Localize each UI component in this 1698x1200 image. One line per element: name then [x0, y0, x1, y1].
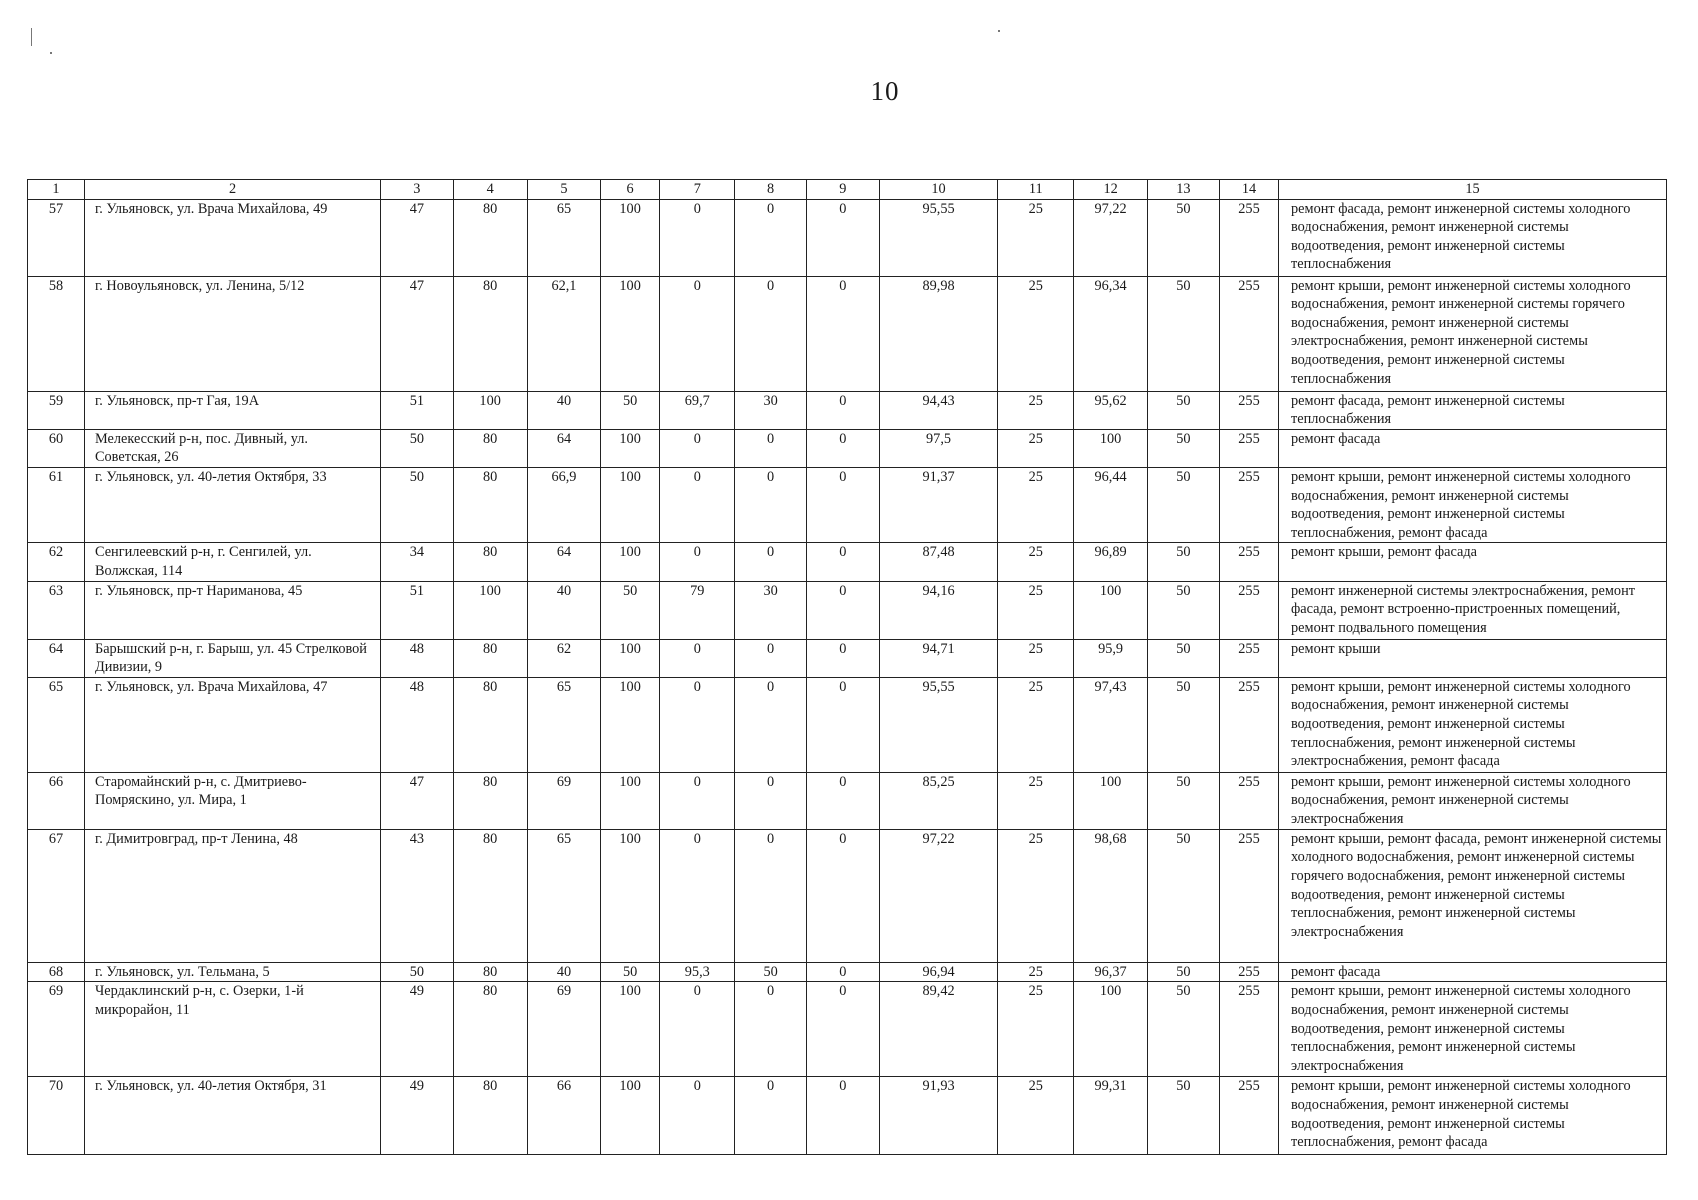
value-cell-3: 43: [381, 829, 453, 962]
value-cell-13: 50: [1147, 391, 1219, 429]
value-cell-3: 50: [381, 962, 453, 982]
value-cell-14: 255: [1220, 276, 1279, 391]
value-cell-3: 49: [381, 982, 453, 1077]
works-cell: ремонт фасада, ремонт инженерной системы холодного водоснабжения, ремонт инженерной системы водоотведения, ремонт инженерной системы теплоснабжения: [1279, 199, 1667, 276]
table-row: [28, 982, 1667, 1077]
value-cell-7: 69,7: [660, 391, 735, 429]
value-cell-13: 50: [1147, 199, 1219, 276]
value-cell-7: 0: [660, 829, 735, 962]
table-row: [28, 429, 1667, 467]
value-cell-12: 100: [1074, 429, 1147, 467]
value-cell-10: 89,98: [880, 276, 998, 391]
value-cell-12: 100: [1074, 982, 1147, 1077]
value-cell-3: 51: [381, 391, 453, 429]
value-cell-6: 100: [601, 467, 660, 542]
column-number-12: 12: [1074, 180, 1147, 200]
value-cell-3: 49: [381, 1077, 453, 1155]
value-cell-12: 98,68: [1074, 829, 1147, 962]
value-cell-6: 50: [601, 581, 660, 639]
value-cell-11: 25: [998, 982, 1074, 1077]
value-cell-13: 50: [1147, 276, 1219, 391]
value-cell-10: 97,22: [880, 829, 998, 962]
value-cell-13: 50: [1147, 467, 1219, 542]
value-cell-8: 0: [735, 467, 806, 542]
address-cell: Барышский р-н, г. Барыш, ул. 45 Стрелковой Дивизии, 9: [85, 639, 381, 677]
row-number-cell: 66: [28, 772, 85, 829]
value-cell-8: 0: [735, 543, 806, 581]
value-cell-8: 0: [735, 829, 806, 962]
value-cell-5: 62,1: [527, 276, 600, 391]
value-cell-11: 25: [998, 829, 1074, 962]
value-cell-6: 100: [601, 829, 660, 962]
column-number-7: 7: [660, 180, 735, 200]
value-cell-13: 50: [1147, 639, 1219, 677]
value-cell-5: 65: [527, 677, 600, 772]
row-number-cell: 69: [28, 982, 85, 1077]
value-cell-11: 25: [998, 772, 1074, 829]
value-cell-8: 30: [735, 581, 806, 639]
value-cell-14: 255: [1220, 1077, 1279, 1155]
value-cell-11: 25: [998, 276, 1074, 391]
table-row: [28, 391, 1667, 429]
value-cell-14: 255: [1220, 467, 1279, 542]
address-cell: Старомайнский р-н, с. Дмитриево-Помряскино, ул. Мира, 1: [85, 772, 381, 829]
value-cell-11: 25: [998, 199, 1074, 276]
value-cell-14: 255: [1220, 199, 1279, 276]
address-cell: г. Новоульяновск, ул. Ленина, 5/12: [85, 276, 381, 391]
row-number-cell: 61: [28, 467, 85, 542]
value-cell-6: 100: [601, 199, 660, 276]
value-cell-9: 0: [806, 829, 879, 962]
value-cell-4: 80: [453, 982, 527, 1077]
value-cell-4: 80: [453, 543, 527, 581]
address-cell: г. Ульяновск, ул. 40-летия Октября, 31: [85, 1077, 381, 1155]
value-cell-9: 0: [806, 982, 879, 1077]
value-cell-9: 0: [806, 581, 879, 639]
value-cell-9: 0: [806, 1077, 879, 1155]
works-cell: ремонт инженерной системы электроснабжения, ремонт фасада, ремонт встроенно-пристроенных помещений, ремонт подвального помещения: [1279, 581, 1667, 639]
column-number-14: 14: [1220, 180, 1279, 200]
value-cell-8: 0: [735, 276, 806, 391]
value-cell-11: 25: [998, 581, 1074, 639]
table-row: [28, 772, 1667, 829]
value-cell-4: 80: [453, 429, 527, 467]
address-cell: г. Ульяновск, ул. Врача Михайлова, 47: [85, 677, 381, 772]
value-cell-6: 100: [601, 543, 660, 581]
works-cell: ремонт фасада: [1279, 429, 1667, 467]
scan-mark: [50, 52, 52, 54]
value-cell-7: 0: [660, 982, 735, 1077]
column-number-9: 9: [806, 180, 879, 200]
value-cell-9: 0: [806, 391, 879, 429]
value-cell-13: 50: [1147, 429, 1219, 467]
value-cell-4: 80: [453, 276, 527, 391]
value-cell-5: 66: [527, 1077, 600, 1155]
table-row: [28, 1077, 1667, 1155]
column-number-8: 8: [735, 180, 806, 200]
works-cell: ремонт крыши: [1279, 639, 1667, 677]
value-cell-13: 50: [1147, 962, 1219, 982]
column-number-11: 11: [998, 180, 1074, 200]
value-cell-3: 47: [381, 199, 453, 276]
value-cell-4: 80: [453, 467, 527, 542]
value-cell-5: 40: [527, 962, 600, 982]
value-cell-8: 0: [735, 677, 806, 772]
value-cell-7: 0: [660, 772, 735, 829]
value-cell-7: 0: [660, 467, 735, 542]
register-table: [27, 179, 1667, 1155]
value-cell-10: 91,37: [880, 467, 998, 542]
value-cell-14: 255: [1220, 772, 1279, 829]
value-cell-9: 0: [806, 429, 879, 467]
value-cell-6: 100: [601, 772, 660, 829]
works-cell: ремонт крыши, ремонт фасада, ремонт инженерной системы холодного водоснабжения, ремонт инженерной системы горячего водоснабжения, ремонт инженерной системы водоотведения, ремонт инженерной системы теплоснабжения, ремонт инженерной системы электроснабжения: [1279, 829, 1667, 962]
value-cell-12: 100: [1074, 772, 1147, 829]
value-cell-8: 0: [735, 429, 806, 467]
row-number-cell: 64: [28, 639, 85, 677]
value-cell-5: 40: [527, 391, 600, 429]
value-cell-8: 50: [735, 962, 806, 982]
row-number-cell: 57: [28, 199, 85, 276]
value-cell-5: 69: [527, 772, 600, 829]
value-cell-3: 48: [381, 677, 453, 772]
scan-mark: [998, 30, 1000, 32]
value-cell-10: 87,48: [880, 543, 998, 581]
column-number-1: 1: [28, 180, 85, 200]
value-cell-14: 255: [1220, 962, 1279, 982]
value-cell-10: 97,5: [880, 429, 998, 467]
value-cell-3: 50: [381, 429, 453, 467]
value-cell-7: 0: [660, 276, 735, 391]
row-number-cell: 68: [28, 962, 85, 982]
value-cell-4: 100: [453, 581, 527, 639]
value-cell-9: 0: [806, 543, 879, 581]
value-cell-9: 0: [806, 467, 879, 542]
value-cell-14: 255: [1220, 677, 1279, 772]
value-cell-6: 50: [601, 391, 660, 429]
row-number-cell: 60: [28, 429, 85, 467]
value-cell-5: 64: [527, 543, 600, 581]
value-cell-8: 0: [735, 639, 806, 677]
column-number-6: 6: [601, 180, 660, 200]
value-cell-12: 95,9: [1074, 639, 1147, 677]
row-number-cell: 70: [28, 1077, 85, 1155]
value-cell-10: 95,55: [880, 677, 998, 772]
value-cell-11: 25: [998, 467, 1074, 542]
value-cell-9: 0: [806, 199, 879, 276]
works-cell: ремонт крыши, ремонт инженерной системы холодного водоснабжения, ремонт инженерной системы водоотведения, ремонт инженерной системы теплоснабжения, ремонт инженерной системы электроснабжения, ремонт фасада: [1279, 677, 1667, 772]
value-cell-11: 25: [998, 543, 1074, 581]
value-cell-3: 48: [381, 639, 453, 677]
value-cell-10: 96,94: [880, 962, 998, 982]
value-cell-11: 25: [998, 677, 1074, 772]
value-cell-8: 30: [735, 391, 806, 429]
value-cell-11: 25: [998, 1077, 1074, 1155]
value-cell-10: 95,55: [880, 199, 998, 276]
value-cell-4: 80: [453, 829, 527, 962]
table-row: [28, 829, 1667, 962]
value-cell-12: 95,62: [1074, 391, 1147, 429]
value-cell-8: 0: [735, 199, 806, 276]
value-cell-14: 255: [1220, 639, 1279, 677]
table-row: [28, 677, 1667, 772]
value-cell-4: 80: [453, 772, 527, 829]
value-cell-14: 255: [1220, 429, 1279, 467]
value-cell-10: 85,25: [880, 772, 998, 829]
value-cell-14: 255: [1220, 982, 1279, 1077]
address-cell: г. Ульяновск, пр-т Гая, 19А: [85, 391, 381, 429]
value-cell-10: 91,93: [880, 1077, 998, 1155]
value-cell-12: 100: [1074, 581, 1147, 639]
value-cell-13: 50: [1147, 677, 1219, 772]
value-cell-6: 100: [601, 677, 660, 772]
value-cell-6: 100: [601, 276, 660, 391]
value-cell-13: 50: [1147, 1077, 1219, 1155]
row-number-cell: 67: [28, 829, 85, 962]
value-cell-12: 99,31: [1074, 1077, 1147, 1155]
value-cell-13: 50: [1147, 543, 1219, 581]
value-cell-5: 40: [527, 581, 600, 639]
address-cell: Мелекесский р-н, пос. Дивный, ул. Советская, 26: [85, 429, 381, 467]
value-cell-4: 100: [453, 391, 527, 429]
value-cell-7: 0: [660, 1077, 735, 1155]
value-cell-12: 96,89: [1074, 543, 1147, 581]
row-number-cell: 59: [28, 391, 85, 429]
address-cell: г. Димитровград, пр-т Ленина, 48: [85, 829, 381, 962]
value-cell-11: 25: [998, 429, 1074, 467]
value-cell-3: 47: [381, 772, 453, 829]
value-cell-6: 100: [601, 639, 660, 677]
value-cell-12: 97,22: [1074, 199, 1147, 276]
value-cell-5: 64: [527, 429, 600, 467]
address-cell: г. Ульяновск, ул. Тельмана, 5: [85, 962, 381, 982]
scan-mark: [31, 28, 32, 46]
value-cell-7: 0: [660, 639, 735, 677]
address-cell: Чердаклинский р-н, с. Озерки, 1-й микрорайон, 11: [85, 982, 381, 1077]
address-cell: г. Ульяновск, пр-т Нариманова, 45: [85, 581, 381, 639]
value-cell-12: 96,34: [1074, 276, 1147, 391]
value-cell-6: 50: [601, 962, 660, 982]
works-cell: ремонт крыши, ремонт инженерной системы холодного водоснабжения, ремонт инженерной системы водоотведения, ремонт инженерной системы теплоснабжения, ремонт инженерной системы электроснабжения: [1279, 982, 1667, 1077]
works-cell: ремонт крыши, ремонт инженерной системы холодного водоснабжения, ремонт инженерной системы водоотведения, ремонт инженерной системы теплоснабжения, ремонт фасада: [1279, 467, 1667, 542]
value-cell-11: 25: [998, 962, 1074, 982]
value-cell-14: 255: [1220, 581, 1279, 639]
table-row: [28, 639, 1667, 677]
value-cell-9: 0: [806, 772, 879, 829]
value-cell-14: 255: [1220, 543, 1279, 581]
row-number-cell: 63: [28, 581, 85, 639]
value-cell-13: 50: [1147, 829, 1219, 962]
row-number-cell: 65: [28, 677, 85, 772]
table-row: [28, 276, 1667, 391]
works-cell: ремонт крыши, ремонт инженерной системы холодного водоснабжения, ремонт инженерной системы водоотведения, ремонт инженерной системы теплоснабжения, ремонт фасада: [1279, 1077, 1667, 1155]
value-cell-7: 0: [660, 429, 735, 467]
column-number-5: 5: [527, 180, 600, 200]
value-cell-5: 69: [527, 982, 600, 1077]
value-cell-3: 50: [381, 467, 453, 542]
value-cell-5: 65: [527, 199, 600, 276]
address-cell: Сенгилеевский р-н, г. Сенгилей, ул. Волжская, 114: [85, 543, 381, 581]
address-cell: г. Ульяновск, ул. 40-летия Октября, 33: [85, 467, 381, 542]
value-cell-4: 80: [453, 1077, 527, 1155]
value-cell-3: 34: [381, 543, 453, 581]
value-cell-8: 0: [735, 1077, 806, 1155]
value-cell-11: 25: [998, 391, 1074, 429]
works-cell: ремонт крыши, ремонт фасада: [1279, 543, 1667, 581]
value-cell-9: 0: [806, 639, 879, 677]
value-cell-14: 255: [1220, 829, 1279, 962]
value-cell-7: 0: [660, 543, 735, 581]
value-cell-13: 50: [1147, 581, 1219, 639]
table-row: [28, 581, 1667, 639]
value-cell-9: 0: [806, 276, 879, 391]
column-number-10: 10: [880, 180, 998, 200]
value-cell-10: 94,16: [880, 581, 998, 639]
value-cell-5: 66,9: [527, 467, 600, 542]
value-cell-12: 97,43: [1074, 677, 1147, 772]
value-cell-9: 0: [806, 962, 879, 982]
row-number-cell: 62: [28, 543, 85, 581]
works-cell: ремонт фасада: [1279, 962, 1667, 982]
table-header-row: [28, 180, 1667, 200]
address-cell: г. Ульяновск, ул. Врача Михайлова, 49: [85, 199, 381, 276]
value-cell-10: 94,71: [880, 639, 998, 677]
table-row: [28, 467, 1667, 542]
value-cell-13: 50: [1147, 982, 1219, 1077]
value-cell-4: 80: [453, 677, 527, 772]
value-cell-10: 89,42: [880, 982, 998, 1077]
page-number: 10: [870, 76, 900, 106]
column-number-13: 13: [1147, 180, 1219, 200]
works-cell: ремонт крыши, ремонт инженерной системы холодного водоснабжения, ремонт инженерной системы горячего водоснабжения, ремонт инженерной системы электроснабжения, ремонт инженерной системы водоотведения, ремонт инженерной системы теплоснабжения: [1279, 276, 1667, 391]
value-cell-12: 96,44: [1074, 467, 1147, 542]
value-cell-7: 79: [660, 581, 735, 639]
value-cell-6: 100: [601, 429, 660, 467]
value-cell-7: 0: [660, 677, 735, 772]
table-row: [28, 199, 1667, 276]
column-number-15: 15: [1279, 180, 1667, 200]
column-number-3: 3: [381, 180, 453, 200]
value-cell-3: 47: [381, 276, 453, 391]
value-cell-13: 50: [1147, 772, 1219, 829]
row-number-cell: 58: [28, 276, 85, 391]
value-cell-9: 0: [806, 677, 879, 772]
value-cell-4: 80: [453, 639, 527, 677]
value-cell-8: 0: [735, 982, 806, 1077]
value-cell-3: 51: [381, 581, 453, 639]
value-cell-5: 62: [527, 639, 600, 677]
value-cell-12: 96,37: [1074, 962, 1147, 982]
value-cell-5: 65: [527, 829, 600, 962]
value-cell-6: 100: [601, 982, 660, 1077]
value-cell-4: 80: [453, 199, 527, 276]
table-row: [28, 543, 1667, 581]
value-cell-7: 95,3: [660, 962, 735, 982]
works-cell: ремонт крыши, ремонт инженерной системы холодного водоснабжения, ремонт инженерной системы электроснабжения: [1279, 772, 1667, 829]
value-cell-14: 255: [1220, 391, 1279, 429]
value-cell-11: 25: [998, 639, 1074, 677]
works-cell: ремонт фасада, ремонт инженерной системы теплоснабжения: [1279, 391, 1667, 429]
table-row: [28, 962, 1667, 982]
column-number-4: 4: [453, 180, 527, 200]
value-cell-10: 94,43: [880, 391, 998, 429]
value-cell-7: 0: [660, 199, 735, 276]
value-cell-8: 0: [735, 772, 806, 829]
column-number-2: 2: [85, 180, 381, 200]
value-cell-6: 100: [601, 1077, 660, 1155]
value-cell-4: 80: [453, 962, 527, 982]
